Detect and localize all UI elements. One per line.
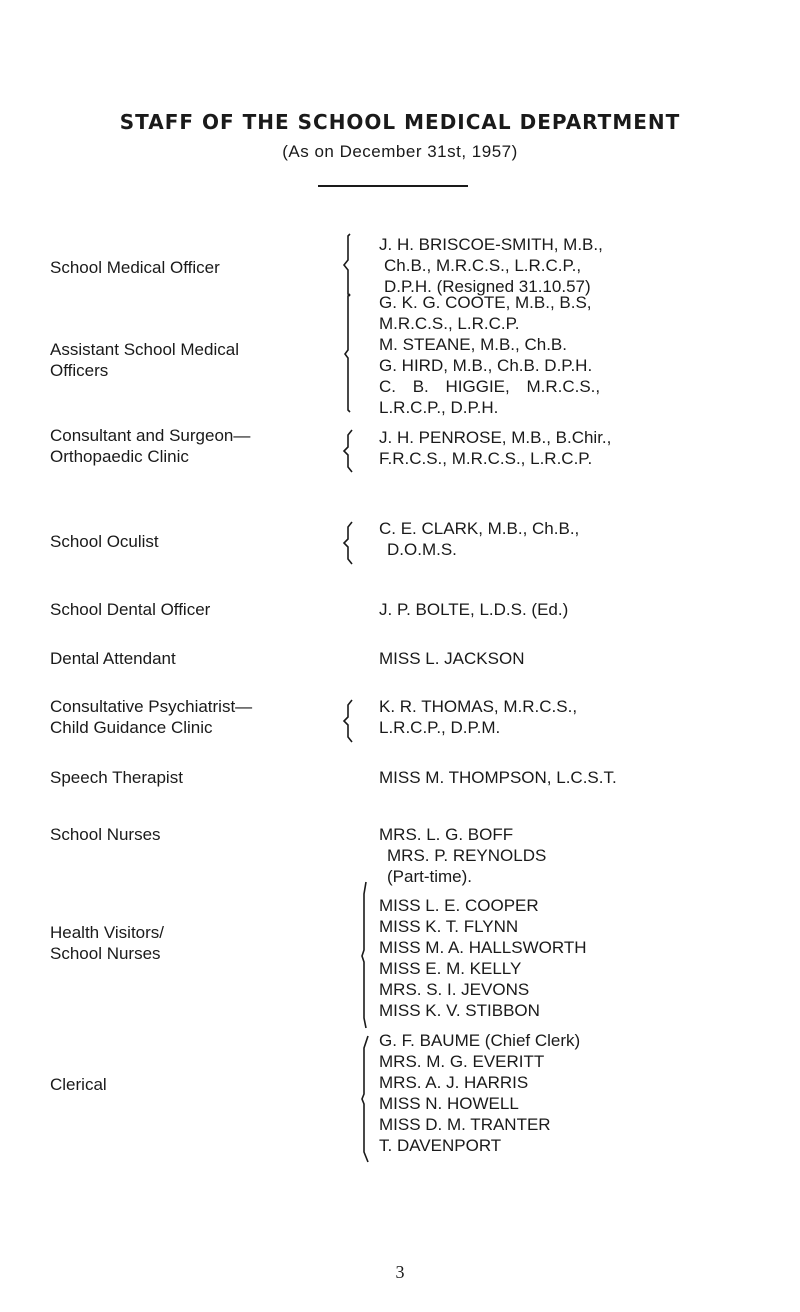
names-school-dental-officer bbox=[379, 599, 779, 620]
role-assistant-school-medical-officers: Assistant School Medical Officers bbox=[50, 340, 239, 380]
name-line: MRS. S. I. JEVONS bbox=[379, 980, 530, 999]
name-line: MISS E. M. KELLY bbox=[379, 959, 522, 978]
name-line: MRS. P. REYNOLDS bbox=[387, 846, 547, 865]
role-speech-therapist: Speech Therapist bbox=[50, 768, 183, 787]
name-line: Ch.B., M.R.C.S., L.R.C.P., bbox=[384, 256, 582, 275]
brace-assistant-school-medical-officers bbox=[340, 292, 356, 417]
role-clerical: Clerical bbox=[50, 1075, 107, 1094]
name-line: L.R.C.P., D.P.M. bbox=[379, 718, 501, 737]
names-school-nurses bbox=[379, 824, 779, 887]
role-school-nurses: School Nurses bbox=[50, 825, 161, 844]
names-health-visitors bbox=[379, 895, 779, 1021]
role-school-oculist: School Oculist bbox=[50, 532, 159, 551]
names-school-medical-officer bbox=[379, 234, 779, 297]
brace-school-oculist bbox=[340, 520, 356, 566]
name-line: D.P.H. (Resigned 31.10.57) bbox=[384, 277, 591, 296]
name-line: F.R.C.S., M.R.C.S., L.R.C.P. bbox=[379, 449, 593, 468]
name-line: T. DAVENPORT bbox=[379, 1136, 502, 1155]
brace-consultative-psychiatrist bbox=[340, 698, 356, 744]
brace-school-medical-officer bbox=[340, 232, 356, 300]
name-line: J. H. PENROSE, M.B., B.Chir., bbox=[379, 428, 612, 447]
name-line: C. E. CLARK, M.B., Ch.B., bbox=[379, 519, 580, 538]
page-number: 3 bbox=[395, 1262, 405, 1282]
name-line: MRS. L. G. BOFF bbox=[379, 825, 514, 844]
names-consultative-psychiatrist bbox=[379, 696, 779, 738]
name-line: G. HIRD, M.B., Ch.B. D.P.H. bbox=[379, 356, 593, 375]
role-school-dental-officer: School Dental Officer bbox=[50, 600, 211, 619]
name-line: G. K. G. COOTE, M.B., B.S, bbox=[379, 293, 592, 312]
brace-clerical bbox=[340, 1034, 370, 1164]
name-line: MRS. A. J. HARRIS bbox=[379, 1073, 529, 1092]
names-school-oculist bbox=[379, 518, 779, 560]
name-line: C. B. HIGGIE, M.R.C.S., bbox=[379, 377, 601, 396]
name-line: MISS L. JACKSON bbox=[379, 649, 525, 668]
names-dental-attendant bbox=[379, 648, 779, 669]
name-line: J. H. BRISCOE-SMITH, M.B., bbox=[379, 235, 603, 254]
brace-consultant-surgeon bbox=[340, 428, 356, 474]
brace-health-visitors bbox=[340, 880, 370, 1030]
name-line: MISS L. E. COOPER bbox=[379, 896, 539, 915]
name-line: M.R.C.S., L.R.C.P. bbox=[379, 314, 520, 333]
names-clerical bbox=[379, 1030, 779, 1156]
name-line: MISS K. V. STIBBON bbox=[379, 1001, 540, 1020]
names-consultant-surgeon bbox=[379, 427, 779, 469]
name-line: MISS M. A. HALLSWORTH bbox=[379, 938, 587, 957]
role-health-visitors: Health Visitors/ School Nurses bbox=[50, 923, 165, 963]
name-line: MISS D. M. TRANTER bbox=[379, 1115, 551, 1134]
name-line: J. P. BOLTE, L.D.S. (Ed.) bbox=[379, 600, 569, 619]
page-title: STAFF OF THE SCHOOL MEDICAL DEPARTMENT bbox=[119, 110, 681, 134]
name-line: (Part-time). bbox=[387, 867, 472, 886]
title-divider bbox=[318, 185, 468, 187]
name-line: G. F. BAUME (Chief Clerk) bbox=[379, 1031, 581, 1050]
name-line: MISS N. HOWELL bbox=[379, 1094, 519, 1113]
name-line: MISS M. THOMPSON, L.C.S.T. bbox=[379, 768, 617, 787]
role-consultative-psychiatrist: Consultative Psychiatrist— Child Guidance Clinic bbox=[50, 697, 253, 737]
role-dental-attendant: Dental Attendant bbox=[50, 649, 176, 668]
name-line: K. R. THOMAS, M.R.C.S., bbox=[379, 697, 578, 716]
name-line: D.O.M.S. bbox=[387, 540, 457, 559]
name-line: L.R.C.P., D.P.H. bbox=[379, 398, 499, 417]
name-line: MISS K. T. FLYNN bbox=[379, 917, 519, 936]
name-line: M. STEANE, M.B., Ch.B. bbox=[379, 335, 567, 354]
names-assistant-school-medical-officers bbox=[379, 292, 779, 418]
role-school-medical-officer: School Medical Officer bbox=[50, 258, 220, 277]
name-line: MRS. M. G. EVERITT bbox=[379, 1052, 545, 1071]
role-consultant-surgeon: Consultant and Surgeon— Orthopaedic Clinic bbox=[50, 426, 251, 466]
page-subtitle: (As on December 31st, 1957) bbox=[282, 142, 518, 161]
names-speech-therapist bbox=[379, 767, 779, 788]
